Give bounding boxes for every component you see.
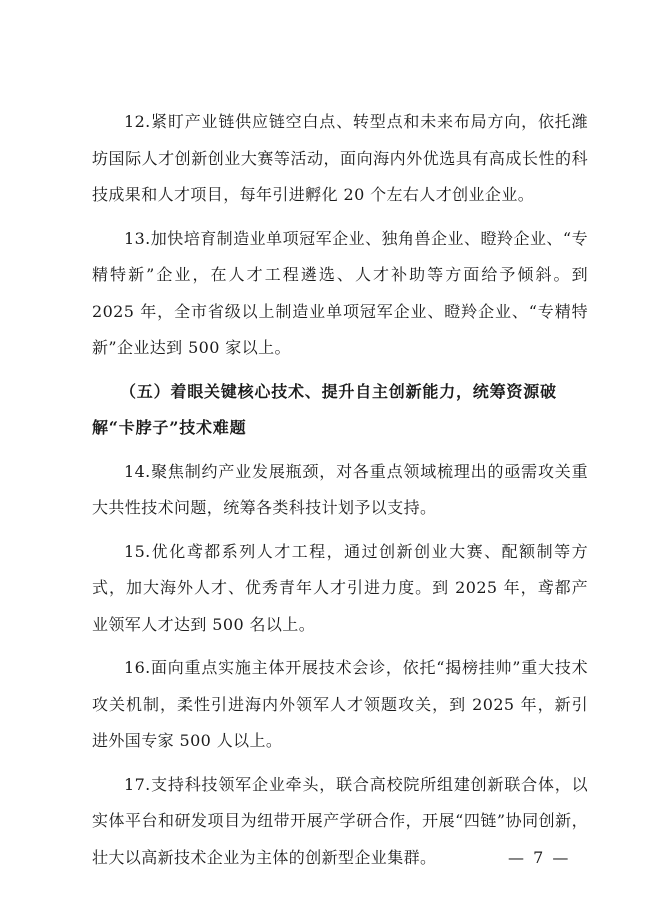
paragraph-13: 13.加快培育制造业单项冠军企业、独角兽企业、瞪羚企业、“专精特新”企业，在人才工程遴选、人才补助等方面给予倾斜。到 2025 年，全市省级以上制造业单项冠军企业、瞪羚企业、“专精特新”企业达到 500 家以上。 [92,228,588,357]
paragraph-12: 12.紧盯产业链供应链空白点、转型点和未来布局方向，依托潍坊国际人才创新创业大赛等活动，面向海内外优选具有高成长性的科技成果和人才项目，每年引进孵化 20 个左右人才创业企业。 [92,112,588,204]
document-body [92,104,588,883]
paragraph-17: 17.支持科技领军企业牵头，联合高校院所组建创新联合体，以实体平台和研发项目为纽带开展产学研合作，开展“四链”协同创新，壮大以高新技术企业为主体的创新型企业集群。 [92,774,588,867]
page-number: — 7 — [508,848,571,867]
paragraph-14: 14.聚焦制约产业发展瓶颈，对各重点领域梳理出的亟需攻关重大共性技术问题，统筹各类科技计划予以支持。 [92,461,588,517]
paragraph-16: 16.面向重点实施主体开展技术会诊，依托“揭榜挂帅”重大技术攻关机制，柔性引进海内外领军人才领题攻关，到 2025 年，新引进外国专家 500 人以上。 [92,658,588,750]
paragraph-15: 15.优化鸢都系列人才工程，通过创新创业大赛、配额制等方式，加大海外人才、优秀青年人才引进力度。到 2025 年，鸢都产业领军人才达到 500 名以上。 [92,541,588,634]
section-heading-5: （五）着眼关键核心技术、提升自主创新能力，统筹资源破解“卡脖子”技术难题 [92,381,557,437]
